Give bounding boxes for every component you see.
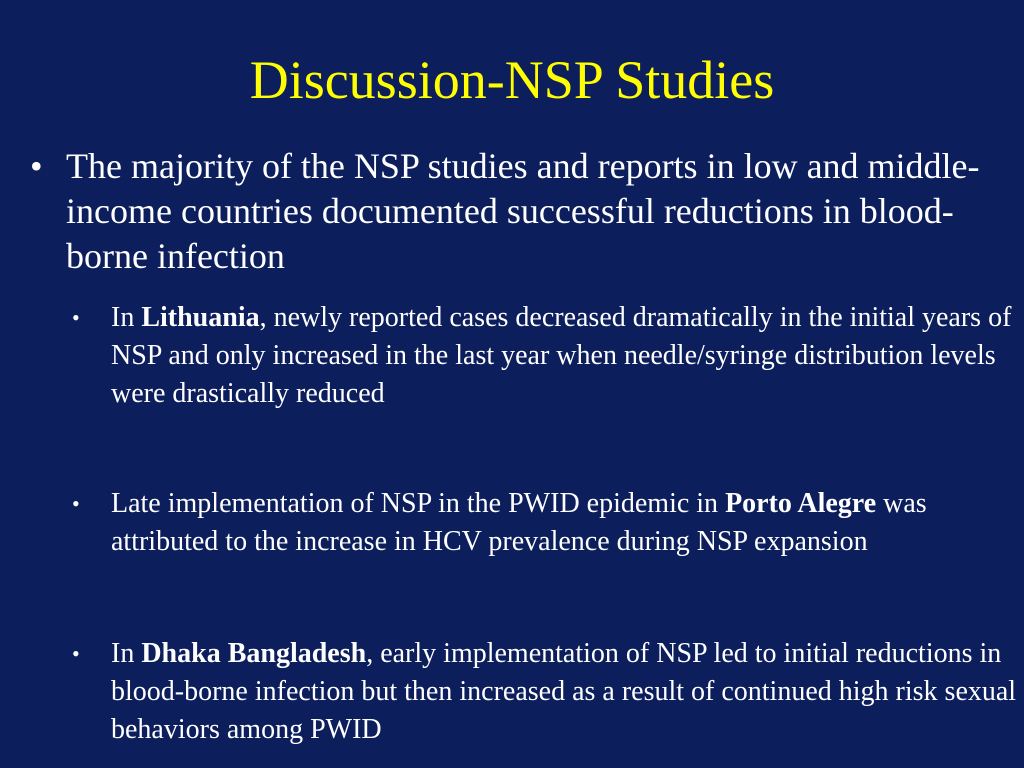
sub-bullet-text — [111, 299, 1017, 413]
sub-bullet-location: Lithuania — [141, 302, 260, 333]
sub-bullet-location: Dhaka Bangladesh — [141, 638, 367, 669]
sub-bullet-post: , early implementation of NSP led to initial reductions in blood-borne infection but then increased as a result of continued high risk sexual behaviors among PWID — [111, 638, 1017, 745]
main-bullet — [30, 144, 1020, 279]
bullet-icon: • — [72, 641, 80, 666]
sub-bullet-porto-alegre — [72, 485, 1017, 561]
sub-bullet-post: was attributed to the increase in HCV prevalence during NSP expansion — [111, 488, 927, 557]
main-bullet-text: The majority of the NSP studies and reports in low and middle-income countries documented successful reductions in blood-borne infection — [66, 146, 980, 276]
sub-bullet-location: Porto Alegre — [725, 488, 877, 519]
sub-bullet-pre: Late implementation of NSP in the PWID epidemic in — [111, 488, 726, 519]
slide-title: Discussion-NSP Studies — [249, 50, 775, 110]
sub-bullet-post: , newly reported cases decreased dramatically in the initial years of NSP and only increased in the last year when needle/syringe distribution levels were drastically reduced — [111, 302, 1012, 409]
bullet-icon: • — [72, 491, 80, 516]
sub-bullet-pre: In — [111, 638, 142, 669]
sub-bullet-dhaka — [72, 635, 1017, 749]
sub-bullet-pre: In — [111, 302, 142, 333]
bullet-icon: • — [72, 305, 80, 330]
sub-bullet-text — [111, 485, 1017, 561]
sub-bullet-text — [111, 635, 1017, 749]
sub-bullet-lithuania — [72, 299, 1017, 413]
bullet-icon: • — [30, 146, 43, 186]
